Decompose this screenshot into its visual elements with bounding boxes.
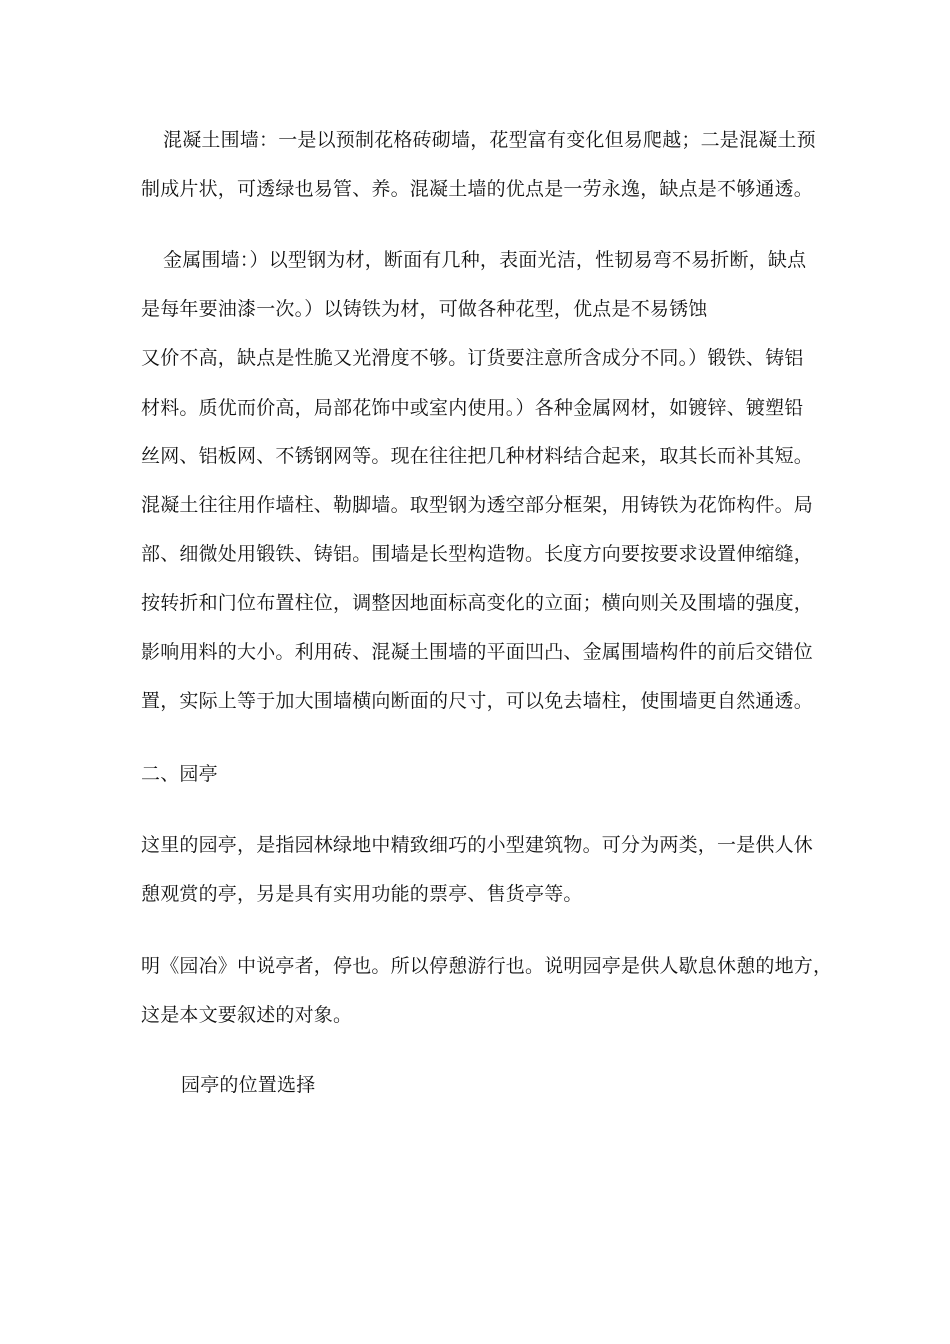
text-line: 混凝土往往用作墙柱、勒脚墙。取型钢为透空部分框架，用铸铁为花饰构件。局: [141, 494, 814, 516]
text-line: 影响用料的大小。利用砖、混凝土围墙的平面凹凸、金属围墙构件的前后交错位: [141, 641, 814, 663]
text-line: 混凝土围墙：一是以预制花格砖砌墙，花型富有变化但易爬越；二是混凝土预: [163, 129, 816, 151]
text-line: 又价不高，缺点是性脆又光滑度不够。订货要注意所含成分不同。）锻铁、铸铝: [141, 347, 804, 369]
subheading-text: 园亭的位置选择: [181, 1074, 316, 1096]
text-line: 丝网、铝板网、不锈钢网等。现在往往把几种材料结合起来，取其长而补其短。: [141, 445, 814, 467]
text-line: 金属围墙：）以型钢为材，断面有几种，表面光洁，性韧易弯不易折断，缺点: [163, 249, 807, 271]
text-line: 这是本文要叙述的对象。: [141, 1004, 353, 1026]
text-line: 部、细微处用锻铁、铸铝。围墙是长型构造物。长度方向要按要求设置伸缩缝，: [141, 543, 814, 565]
text-line: 这里的园亭，是指园林绿地中精致细巧的小型建筑物。可分为两类，一是供人休: [141, 834, 814, 856]
text-line: 置，实际上等于加大围墙横向断面的尺寸，可以免去墙柱，使围墙更自然通透。: [141, 690, 814, 712]
heading-text: 二、园亭: [141, 763, 218, 785]
text-line: 是每年要油漆一次。）以铸铁为材，可做各种花型，优点是不易锈蚀: [141, 298, 708, 320]
text-line: 按转折和门位布置柱位，调整因地面标高变化的立面；横向则关及围墙的强度，: [141, 592, 814, 614]
text-line: 明《园冶》中说亭者，停也。所以停憩游行也。说明园亭是供人歇息休憩的地方，: [141, 955, 833, 977]
text-line: 制成片状，可透绿也易管、养。混凝土墙的优点是一劳永逸，缺点是不够通透。: [141, 178, 814, 200]
text-line: 憩观赏的亭，另是具有实用功能的票亭、售货亭等。: [141, 883, 583, 905]
text-line: 材料。质优而价高，局部花饰中或室内使用。）各种金属网材，如镀锌、镀塑铅: [141, 397, 804, 419]
